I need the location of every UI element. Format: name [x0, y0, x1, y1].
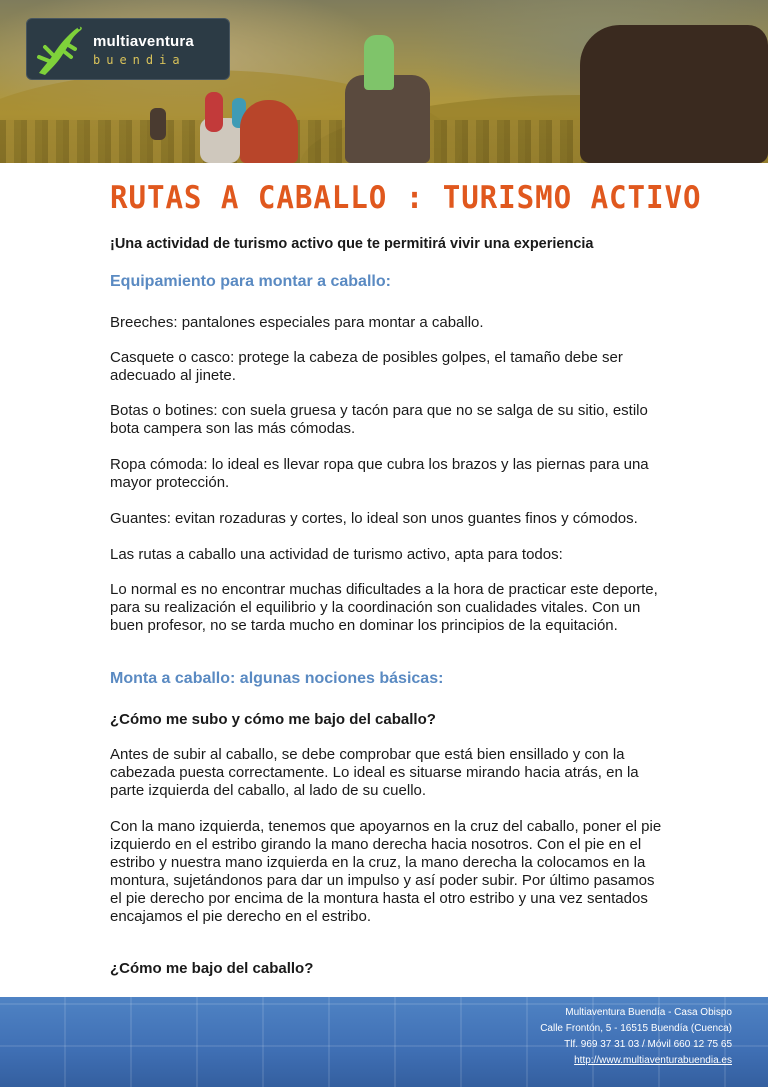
question-heading: ¿Cómo me subo y cómo me bajo del caballo?	[110, 711, 436, 728]
header-photo	[0, 0, 768, 163]
intro-text: ¡Una actividad de turismo activo que te permitirá vivir una experiencia	[110, 236, 594, 252]
paragraph: Con la mano izquierda, tenemos que apoyarnos en la cruz del caballo, poner el pie izquierdo en el estribo girando la mano derecha hacia nosotros. Con el pie en el estribo y nuestra mano izquierda en la cruz, la mano derecha la colocamos en la montura, sujetándonos para dar un impulso y así poder subir. Por último pasamos el pie derecho por encima de la montura hasta el otro estribo y una vez sentados encajamos el pie derecho en el estribo.	[110, 818, 662, 925]
horse-figure	[580, 25, 768, 163]
rider-figure	[205, 92, 223, 132]
paragraph: Breeches: pantalones especiales para montar a caballo.	[110, 314, 484, 331]
section-heading-basics: Monta a caballo: algunas nociones básicas:	[110, 670, 444, 687]
lizard-icon	[31, 21, 87, 79]
paragraph: Botas o botines: con suela gruesa y tacón para que no se salga de su sitio, estilo bota campera son las más cómodas.	[110, 402, 648, 437]
footer-website-link[interactable]: http://www.multiaventurabuendia.es	[574, 1055, 732, 1066]
rider-figure	[240, 100, 298, 163]
footer-address: Calle Frontón, 5 - 16515 Buendía (Cuenca)	[540, 1023, 732, 1034]
section-heading-equipment: Equipamiento para montar a caballo:	[110, 273, 391, 290]
footer	[0, 997, 768, 1087]
question-heading: ¿Cómo me bajo del caballo?	[110, 960, 314, 977]
rider-figure	[150, 108, 166, 140]
footer-company: Multiaventura Buendía - Casa Obispo	[565, 1007, 732, 1018]
paragraph: Lo normal es no encontrar muchas dificultades a la hora de practicar este deporte, para su realización el equilibrio y la coordinación son cualidades vitales. Con un buen profesor, no se tarda mucho en dominar los principios de la equitación.	[110, 581, 658, 634]
paragraph: Las rutas a caballo una actividad de turismo activo, apta para todos:	[110, 546, 563, 563]
company-logo	[26, 18, 230, 80]
paragraph: Guantes: evitan rozaduras y cortes, lo ideal son unos guantes finos y cómodos.	[110, 510, 638, 527]
logo-wordmark: multiaventura	[93, 33, 194, 50]
footer-phone: Tlf. 969 37 31 03 / Móvil 660 12 75 65	[564, 1039, 732, 1050]
rider-figure	[364, 35, 394, 90]
page-title: RUTAS A CABALLO : TURISMO ACTIVO	[110, 180, 702, 216]
paragraph: Antes de subir al caballo, se debe comprobar que está bien ensillado y con la cabezada puesta correctamente. Lo ideal es situarse mirando hacia atrás, en la parte izquierda del caballo, al lado de su cuello.	[110, 746, 639, 799]
paragraph: Ropa cómoda: lo ideal es llevar ropa que cubra los brazos y las piernas para una mayor protección.	[110, 456, 649, 491]
logo-subtitle: buendia	[93, 53, 186, 67]
paragraph: Casquete o casco: protege la cabeza de posibles golpes, el tamaño debe ser adecuado al jinete.	[110, 349, 623, 384]
